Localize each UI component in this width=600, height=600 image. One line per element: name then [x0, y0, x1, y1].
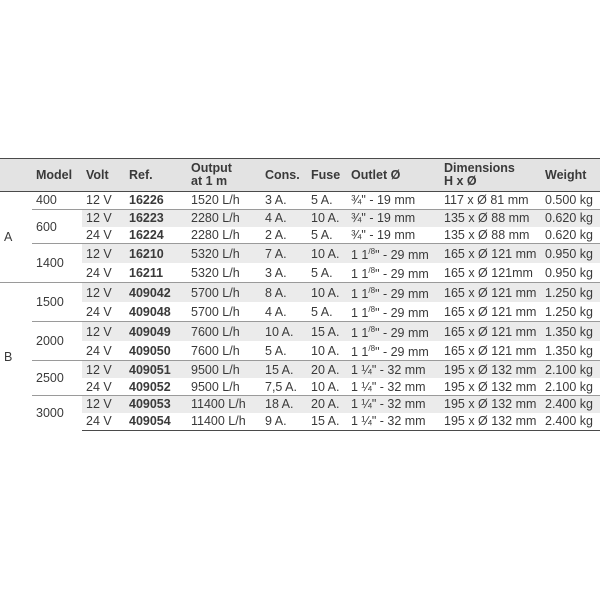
outlet-rest: " - 29 mm — [375, 248, 429, 263]
weight-cell: 2.100 kg — [541, 361, 600, 378]
ref-cell: 409051 — [125, 361, 187, 378]
output-cell: 7600 L/h — [187, 341, 261, 361]
volt-cell: 24 V — [82, 341, 125, 361]
header-output-line2: at 1 m — [191, 174, 228, 188]
output-cell: 5700 L/h — [187, 302, 261, 322]
output-cell: 11400 L/h — [187, 395, 261, 412]
outlet-fraction: /8 — [368, 325, 376, 335]
dimensions-cell: 195 x Ø 132 mm — [440, 413, 541, 430]
volt-cell: 24 V — [82, 378, 125, 395]
volt-cell: 24 V — [82, 302, 125, 322]
header-dimensions — [440, 159, 541, 192]
fuse-cell: 10 A. — [307, 209, 347, 226]
outlet-fraction: /8 — [368, 344, 376, 354]
cons-cell: 5 A. — [261, 341, 307, 361]
outlet-rest: " - 29 mm — [375, 326, 429, 341]
header-model: Model — [32, 159, 82, 192]
outlet-cell: ¾" - 19 mm — [347, 209, 440, 226]
ref-cell: 16226 — [125, 192, 187, 210]
model-cell: 400 — [36, 193, 57, 208]
ref-cell: 409053 — [125, 395, 187, 412]
table-row — [0, 361, 600, 378]
fuse-cell: 15 A. — [307, 413, 347, 430]
model-cell: 600 — [32, 209, 82, 244]
outlet-cell — [347, 322, 440, 342]
outlet-whole: 1 1 — [351, 326, 369, 341]
cons-cell: 3 A. — [261, 192, 307, 210]
outlet-cell: 1 ¼" - 32 mm — [347, 378, 440, 395]
outlet-cell — [347, 263, 440, 283]
outlet-cell — [347, 283, 440, 303]
table-row — [0, 244, 600, 264]
dimensions-cell: 165 x Ø 121 mm — [440, 283, 541, 303]
table-row — [0, 209, 600, 226]
model-cell: 3000 — [32, 395, 82, 430]
fuse-cell: 10 A. — [307, 283, 347, 303]
output-cell: 9500 L/h — [187, 378, 261, 395]
weight-cell: 0.620 kg — [541, 209, 600, 226]
header-fuse: Fuse — [307, 159, 347, 192]
dimensions-cell: 195 x Ø 132 mm — [440, 378, 541, 395]
ref-cell: 409042 — [125, 283, 187, 303]
weight-cell: 2.400 kg — [541, 395, 600, 412]
weight-cell: 0.620 kg — [541, 227, 600, 244]
outlet-cell — [347, 302, 440, 322]
ref-cell: 409050 — [125, 341, 187, 361]
output-cell: 2280 L/h — [187, 209, 261, 226]
fuse-cell: 10 A. — [307, 244, 347, 264]
weight-cell: 0.950 kg — [541, 263, 600, 283]
header-output-line1: Output — [191, 161, 232, 175]
header-weight: Weight — [541, 159, 600, 192]
outlet-rest: " - 29 mm — [375, 267, 429, 282]
weight-cell: 1.250 kg — [541, 283, 600, 303]
volt-cell: 24 V — [82, 263, 125, 283]
cons-cell: 9 A. — [261, 413, 307, 430]
cons-cell: 4 A. — [261, 209, 307, 226]
output-cell: 2280 L/h — [187, 227, 261, 244]
outlet-cell — [347, 244, 440, 264]
outlet-fraction: /8 — [368, 247, 376, 257]
output-cell: 7600 L/h — [187, 322, 261, 342]
cons-cell: 8 A. — [261, 283, 307, 303]
weight-cell: 2.400 kg — [541, 413, 600, 430]
outlet-cell: 1 ¼" - 32 mm — [347, 413, 440, 430]
dimensions-cell: 165 x Ø 121 mm — [440, 244, 541, 264]
dimensions-cell: 195 x Ø 132 mm — [440, 395, 541, 412]
header-dimensions-line1: Dimensions — [444, 161, 515, 175]
fuse-cell: 10 A. — [307, 378, 347, 395]
outlet-cell: 1 ¼" - 32 mm — [347, 361, 440, 378]
output-cell: 9500 L/h — [187, 361, 261, 378]
outlet-rest: " - 29 mm — [375, 306, 429, 321]
dimensions-cell: 195 x Ø 132 mm — [440, 361, 541, 378]
volt-cell: 12 V — [82, 361, 125, 378]
cons-cell: 10 A. — [261, 322, 307, 342]
table-row — [0, 341, 600, 361]
volt-cell: 12 V — [82, 322, 125, 342]
model-cell: 2000 — [32, 322, 82, 361]
cons-cell: 15 A. — [261, 361, 307, 378]
volt-cell: 12 V — [82, 283, 125, 303]
volt-cell: 12 V — [82, 209, 125, 226]
outlet-cell — [347, 341, 440, 361]
volt-cell: 12 V — [82, 395, 125, 412]
cons-cell: 7 A. — [261, 244, 307, 264]
outlet-whole: 1 1 — [351, 248, 369, 263]
outlet-cell: 1 ¼" - 32 mm — [347, 395, 440, 412]
output-cell: 5700 L/h — [187, 283, 261, 303]
outlet-rest: " - 29 mm — [375, 287, 429, 302]
table-row — [0, 322, 600, 342]
outlet-fraction: /8 — [368, 266, 376, 276]
ref-cell: 409052 — [125, 378, 187, 395]
header-row — [0, 159, 600, 192]
fuse-cell: 5 A. — [307, 227, 347, 244]
ref-cell: 16224 — [125, 227, 187, 244]
ref-cell: 16223 — [125, 209, 187, 226]
dimensions-cell: 165 x Ø 121 mm — [440, 322, 541, 342]
model-cell: 1400 — [32, 244, 82, 283]
cons-cell: 7,5 A. — [261, 378, 307, 395]
outlet-rest: " - 29 mm — [375, 345, 429, 360]
header-outlet: Outlet Ø — [347, 159, 440, 192]
header-group — [0, 159, 32, 192]
dimensions-cell: 165 x Ø 121 mm — [440, 302, 541, 322]
group-label: A — [4, 230, 13, 245]
dimensions-cell: 135 x Ø 88 mm — [440, 227, 541, 244]
cons-cell: 18 A. — [261, 395, 307, 412]
model-cell: 1500 — [32, 283, 82, 322]
model-cell: 2500 — [32, 361, 82, 396]
cons-cell: 4 A. — [261, 302, 307, 322]
output-cell: 5320 L/h — [187, 263, 261, 283]
dimensions-cell: 135 x Ø 88 mm — [440, 209, 541, 226]
outlet-fraction: /8 — [368, 305, 376, 315]
table-row — [0, 227, 600, 244]
outlet-whole: 1 1 — [351, 267, 369, 282]
ref-cell: 16210 — [125, 244, 187, 264]
weight-cell: 0.500 kg — [541, 192, 600, 210]
outlet-whole: 1 1 — [351, 306, 369, 321]
weight-cell: 2.100 kg — [541, 378, 600, 395]
outlet-cell: ¾" - 19 mm — [347, 192, 440, 210]
weight-cell: 1.250 kg — [541, 302, 600, 322]
cons-cell: 2 A. — [261, 227, 307, 244]
ref-cell: 409049 — [125, 322, 187, 342]
table-row — [0, 283, 600, 303]
fuse-cell: 20 A. — [307, 361, 347, 378]
header-cons: Cons. — [261, 159, 307, 192]
header-volt: Volt — [82, 159, 125, 192]
ref-cell: 409048 — [125, 302, 187, 322]
outlet-fraction: /8 — [368, 286, 376, 296]
table-row — [0, 378, 600, 395]
output-cell: 11400 L/h — [187, 413, 261, 430]
fuse-cell: 15 A. — [307, 322, 347, 342]
volt-cell: 24 V — [82, 413, 125, 430]
header-ref: Ref. — [125, 159, 187, 192]
fuse-cell: 5 A. — [307, 263, 347, 283]
table-row — [0, 413, 600, 430]
volt-cell: 12 V — [82, 244, 125, 264]
pump-spec-table — [0, 158, 600, 431]
fuse-cell: 5 A. — [307, 302, 347, 322]
table-row — [0, 395, 600, 412]
output-cell: 5320 L/h — [187, 244, 261, 264]
weight-cell: 1.350 kg — [541, 341, 600, 361]
outlet-whole: 1 1 — [351, 287, 369, 302]
group-label: B — [0, 283, 32, 430]
dimensions-cell: 165 x Ø 121 mm — [440, 341, 541, 361]
cons-cell: 3 A. — [261, 263, 307, 283]
ref-cell: 409054 — [125, 413, 187, 430]
header-dimensions-line2: H x Ø — [444, 174, 477, 188]
table-row — [0, 192, 600, 210]
header-output — [187, 159, 261, 192]
table-row — [0, 263, 600, 283]
fuse-cell: 20 A. — [307, 395, 347, 412]
dimensions-cell: 117 x Ø 81 mm — [440, 192, 541, 210]
fuse-cell: 5 A. — [307, 192, 347, 210]
outlet-whole: 1 1 — [351, 345, 369, 360]
volt-cell: 12 V — [82, 192, 125, 210]
table-row — [0, 302, 600, 322]
weight-cell: 0.950 kg — [541, 244, 600, 264]
outlet-cell: ¾" - 19 mm — [347, 227, 440, 244]
output-cell: 1520 L/h — [187, 192, 261, 210]
volt-cell: 24 V — [82, 227, 125, 244]
weight-cell: 1.350 kg — [541, 322, 600, 342]
dimensions-cell: 165 x Ø 121mm — [440, 263, 541, 283]
ref-cell: 16211 — [125, 263, 187, 283]
fuse-cell: 10 A. — [307, 341, 347, 361]
